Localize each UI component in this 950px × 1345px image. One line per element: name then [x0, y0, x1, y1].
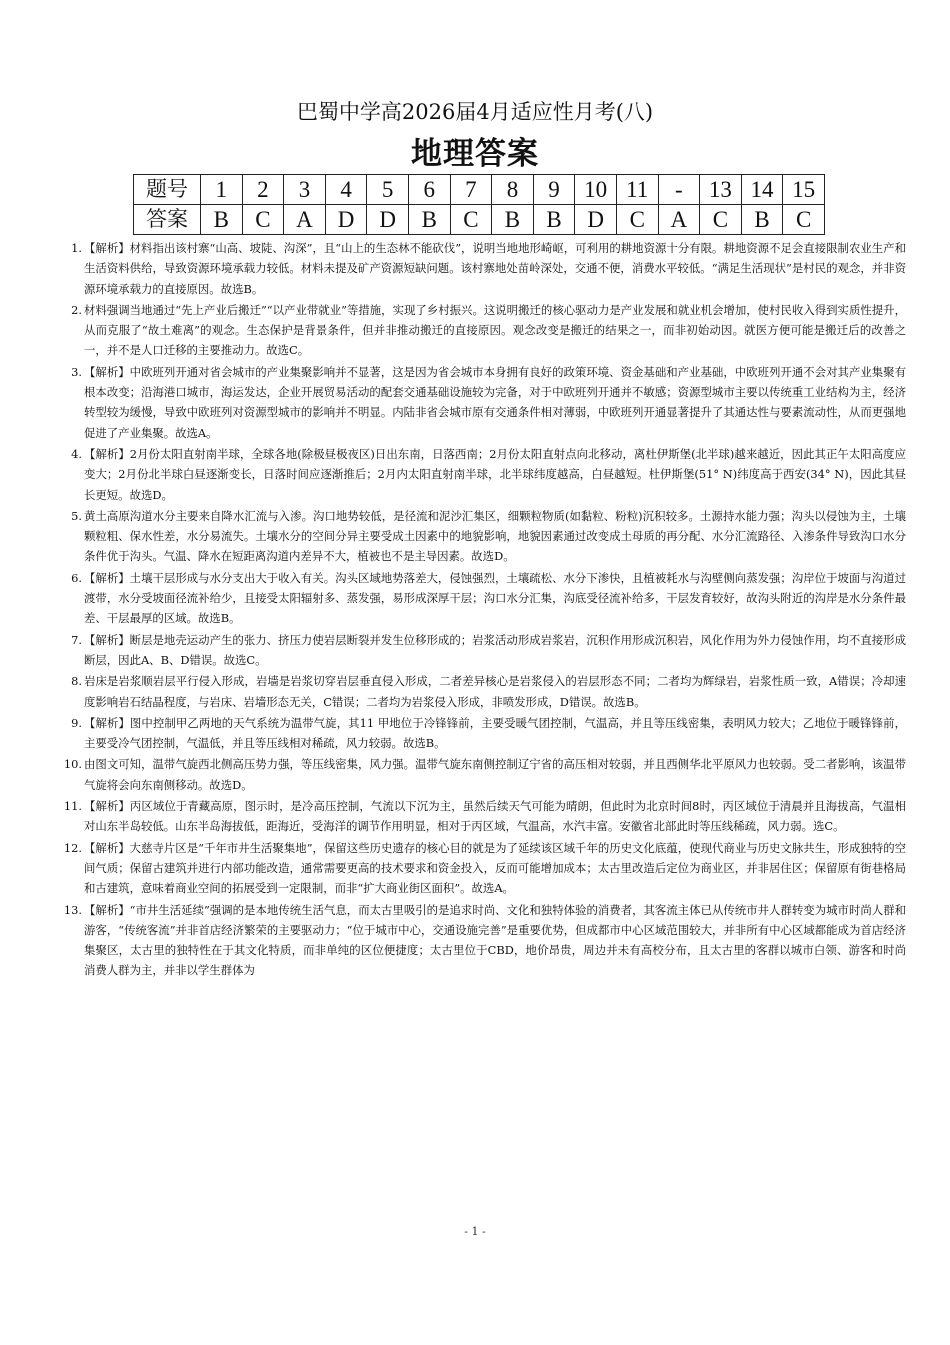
question-number-header: 题号 [134, 175, 201, 205]
item-text: 材料强调当地通过“先上产业后搬迁”“以产业带就业”等措施，实现了乡村振兴。这说明搬迁的核心驱动力是产业发展和就业机会增加，使村民收入得到实质性提升，从而克服了“故土难离”的观念。生态保护是背景条件，但并非推动搬迁的直接原因。观念改变是搬迁的结果之一，而非初始动因。就医方便可能是搬迁后的改善之一，并不是人口迁移的主要推动力。故选C。 [84, 302, 906, 358]
question-number-cell: 7 [450, 175, 492, 205]
answer-row [134, 205, 825, 235]
answer-cell: C [783, 205, 825, 235]
answer-cell: D [575, 205, 617, 235]
item-number: 13. [63, 902, 82, 917]
question-number-cell: 1 [201, 175, 243, 205]
explanation-item [54, 506, 906, 567]
explanation-item [54, 362, 906, 443]
answer-cell: A [284, 205, 326, 235]
item-text: 【解析】中欧班列开通对省会城市的产业集聚影响并不显著，这是因为省会城市本身拥有良好的政策环境、资金基础和产业基础，中欧班列开通不会对其产业集聚有根本改变；沿海港口城市，海运发达，企业开展贸易活动的配套交通基础设施较为完备，对于中欧班列开通并不敏感；资源型城市主要以传统重工业结构为主，经济转型较为缓慢，导致中欧班列对资源型城市的影响并不明显。内陆非省会城市原有交通条件相对薄弱，中欧班列开通显著提升了其通达性与要素流动性，从而更强地促进了产业集聚。故选A。 [84, 364, 906, 440]
exam-title: 巴蜀中学高2026届4月适应性月考(八) [296, 100, 654, 124]
question-number-cell: 11 [616, 175, 658, 205]
answer-cell: D [367, 205, 409, 235]
answer-cell: B [492, 205, 534, 235]
question-number-cell: 3 [284, 175, 326, 205]
explanation-item [54, 900, 906, 981]
question-number-cell: 15 [783, 175, 825, 205]
explanation-item [54, 568, 906, 629]
explanation-item [54, 838, 906, 899]
item-number: 2. [71, 302, 82, 317]
question-number-cell: 4 [325, 175, 367, 205]
explanation-item [54, 238, 906, 299]
item-number: 5. [71, 508, 82, 523]
answer-cell: D [325, 205, 367, 235]
question-number-cell: 5 [367, 175, 409, 205]
question-number-row [134, 175, 825, 205]
answer-table [133, 174, 825, 235]
item-text: 黄土高原沟道水分主要来自降水汇流与入渗。沟口地势较低，是径流和泥沙汇集区，细颗粒物质(如黏粒、粉粒)沉积较多。土源持水能力强；沟头以侵蚀为主，土壤颗粒粗、保水性差，水分易流失。土壤水分的空间分异主要受成土因素中的地貌影响，地貌因素通过改变成土母质的再分配、水分汇流路径、入渗条件导致沟口水分条件优于沟头。气温、降水在短距离沟道内差异不大，植被也不是主导因素。故选D。 [84, 508, 906, 564]
question-number-cell: 14 [741, 175, 783, 205]
explanation-item [54, 713, 906, 754]
item-number: 9. [71, 715, 82, 730]
item-number: 4. [71, 446, 82, 461]
item-number: 3. [71, 364, 82, 379]
question-number-cell: 8 [492, 175, 534, 205]
item-number: 12. [63, 840, 82, 855]
answer-cell: C [700, 205, 742, 235]
explanation-item [54, 300, 906, 361]
question-number-cell: 13 [700, 175, 742, 205]
item-text: 【解析】土壤干层形成与水分支出大于收入有关。沟头区域地势落差大，侵蚀强烈，土壤疏松、水分下渗快，且植被耗水与沟壁侧向蒸发强；沟岸位于坡面与沟道过渡带，水分受坡面径流补给少，且接受太阳辐射多、蒸发强，易形成深厚干层；沟口水分汇集，沟底受径流补给多，干层发育较好，故沟头附近的沟岸是水分条件最差、干层最厚的区域。故选B。 [84, 570, 906, 626]
explanation-item [54, 630, 906, 671]
item-number: 10. [63, 757, 82, 772]
question-number-cell: 10 [575, 175, 617, 205]
item-text: 【解析】材料指出该村寨“山高、坡陡、沟深”，且“山上的生态林不能砍伐”，说明当地地形崎岖，可利用的耕地资源十分有限。耕地资源不足会直接限制农业生产和生活资料供给，导致资源环境承载力较低。材料未提及矿产资源短缺问题。该村寨地处苗岭深处，交通不便，消费水平较低。“满足生活现状”是村民的观念，并非资源环境承载力的直接原因。故选B。 [84, 241, 906, 296]
question-number-cell: - [658, 175, 700, 205]
explanation-item [54, 671, 906, 712]
item-text: 由图文可知，温带气旋西北侧高压势力强，等压线密集，风力强。温带气旋东南侧控制辽宁省的高压相对较弱，并且西侧华北平原风力也较弱。受二者影响，该温带气旋将会向东南侧移动。故选D。 [84, 757, 906, 792]
answer-cell: A [658, 205, 700, 235]
answer-cell: C [616, 205, 658, 235]
item-number: 11. [63, 799, 82, 814]
question-number-cell: 9 [533, 175, 575, 205]
item-text: 岩床是岩浆顺岩层平行侵入形成，岩墙是岩浆切穿岩层垂直侵入形成，二者差异核心是岩浆侵入的岩层形态不同；二者均为辉绿岩，岩浆性质一致，A错误；冷却速度影响岩石结晶程度，与岩床、岩墙形态无关，C错误；二者均为岩浆侵入形成，非喷发形成，D错误。故选B。 [84, 674, 906, 709]
explanation-item [54, 444, 906, 505]
answer-cell: C [242, 205, 284, 235]
answer-cell: B [201, 205, 243, 235]
item-text: 【解析】“市井生活延续”强调的是本地传统生活气息，而太古里吸引的是追求时尚、文化和独特体验的消费者，其客流主体已从传统市井人群转变为城市时尚人群和游客，“传统客流”并非首店经济繁荣的主要驱动力；“位于城市中心，交通设施完善”是重要优势，但成都市中心区域范围较大，并非所有中心区域都能成为首店经济集聚区，太古里的独特性在于其文化特质，而非单纯的区位便捷度；太古里位于CBD，地价昂贵，周边并未有高校分布，且太古里的客群以城市白领、游客和时尚消费人群为主，并非以学生群体为 [84, 902, 906, 978]
question-number-cell: 6 [408, 175, 450, 205]
question-number-cell: 2 [242, 175, 284, 205]
item-number: 6. [71, 570, 82, 585]
explanation-item [54, 796, 906, 837]
item-number: 8. [71, 674, 82, 689]
item-text: 【解析】大慈寺片区是“千年市井生活聚集地”，保留这些历史遗存的核心目的就是为了延续该区域千年的历史文化底蕴，使现代商业与历史文脉共生，形成独特的空间气质；保留古建筑并进行内部功能改造，通常需要更高的技术要求和资金投入，反而可能增加成本；太古里改造后定位为商业区，并非居住区；保留原有街巷格局和古建筑，意味着商业空间的拓展受到一定限制，而非“扩大商业街区面积”。故选A。 [84, 840, 906, 896]
explanation-list [54, 238, 906, 982]
explanation-item [54, 754, 906, 795]
item-text: 【解析】断层是地壳运动产生的张力、挤压力使岩层断裂并发生位移形成的；岩浆活动形成岩浆岩，沉积作用形成沉积岩，风化作用为外力侵蚀作用，均不直接形成断层，因此A、B、D错误。故选C。 [84, 632, 906, 667]
answer-cell: B [533, 205, 575, 235]
page-number: - 1 - [464, 1225, 486, 1238]
answer-cell: B [408, 205, 450, 235]
answer-subtitle: 地理答案 [411, 136, 539, 172]
item-text: 【解析】2月份太阳直射南半球，全球各地(除极昼极夜区)日出东南，日落西南；2月份太阳直射点向北移动，离杜伊斯堡(北半球)越来越近，因此其正午太阳高度应变大；2月份北半球白昼逐渐变长，日落时间应逐渐推后；2月内太阳直射南半球，北半球纬度越高，白昼越短。杜伊斯堡(51° N)纬度高于西安(34° N)，因此其昼长更短。故选D。 [84, 446, 906, 502]
answer-cell: C [450, 205, 492, 235]
answer-header: 答案 [134, 205, 201, 235]
item-number: 1. [71, 241, 82, 255]
item-text: 【解析】丙区域位于青藏高原，图示时，是冷高压控制，气流以下沉为主，虽然后续天气可能为晴朗，但此时为北京时间8时，丙区域位于清晨并且海拔高，气温相对山东半岛较低。山东半岛海拔低，距海近，受海洋的调节作用明显，相对于丙区域，气温高，水汽丰富。安徽省北部此时等压线稀疏，风力弱。选C。 [84, 799, 906, 834]
item-text: 【解析】图中控制甲乙两地的天气系统为温带气旋，其11 甲地位于冷锋锋前，主要受暖气团控制，气温高，并且等压线密集，表明风力较大；乙地位于暖锋锋前，主要受冷气团控制，气温低，并且等压线相对稀疏，风力较弱。故选B。 [84, 715, 906, 751]
item-number: 7. [71, 632, 82, 647]
answer-cell: B [741, 205, 783, 235]
